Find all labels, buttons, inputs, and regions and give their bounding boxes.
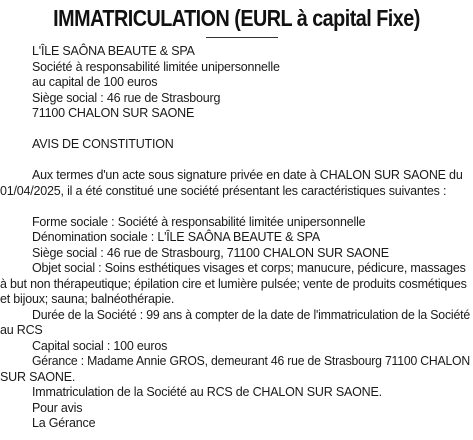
company-city: 71100 CHALON SUR SAONE [32,106,195,120]
detail-gerance-2: SUR SAONE. [0,369,76,384]
detail-capital: Capital social : 100 euros [32,338,168,353]
spacer [0,153,473,169]
intro-line-2: 01/04/2025, il a été constitué une société présentant les caractéristiques suivantes : [0,183,447,198]
company-address: Siège social : 46 rue de Strasbourg [32,90,221,105]
detail-objet-2: à but non thérapeutique; épilation cire et lumière pulsée; vente de produits cosmétiques [0,276,467,291]
detail-gerance-1: Gérance : Madame Annie GROS, demeurant 46 rue de Strasbourg 71100 CHALON [32,354,470,368]
detail-duree-2: au RCS [0,323,43,337]
spacer [0,199,473,215]
notice-body [0,44,473,432]
detail-objet-1: Objet social : Soins esthétiques visages et corps; manucure, pédicure, massages [32,261,466,275]
detail-denomination: Dénomination sociale : L'ÎLE SAÔNA BEAUTE & SPA [32,230,321,244]
detail-objet-3: et bijoux; sauna; balnéothérapie. [0,292,175,306]
notice-title: IMMATRICULATION (EURL à capital Fixe) [53,5,420,31]
detail-immatriculation: Immatriculation de la Société au RCS de CHALON SUR SAONE. [32,385,382,399]
spacer [0,122,473,138]
signature: La Gérance [32,416,96,430]
detail-siege: Siège social : 46 rue de Strasbourg, 71100 CHALON SUR SAONE [32,245,389,260]
detail-duree-1: Durée de la Société : 99 ans à compter de la date de l'immatriculation de la Société [32,307,470,322]
company-name: L'ÎLE SAÔNA BEAUTE & SPA [32,44,195,58]
pour-avis: Pour avis [32,400,83,415]
detail-forme: Forme sociale : Société à responsabilité limitée unipersonnelle [32,214,366,229]
company-form: Société à responsabilité limitée unipersonnelle [32,59,280,74]
company-capital: au capital de 100 euros [32,75,158,89]
title-underline [206,37,278,38]
notice-heading: AVIS DE CONSTITUTION [32,137,174,151]
intro-line-1: Aux termes d'un acte sous signature privée en date à CHALON SUR SAONE du [32,168,463,182]
